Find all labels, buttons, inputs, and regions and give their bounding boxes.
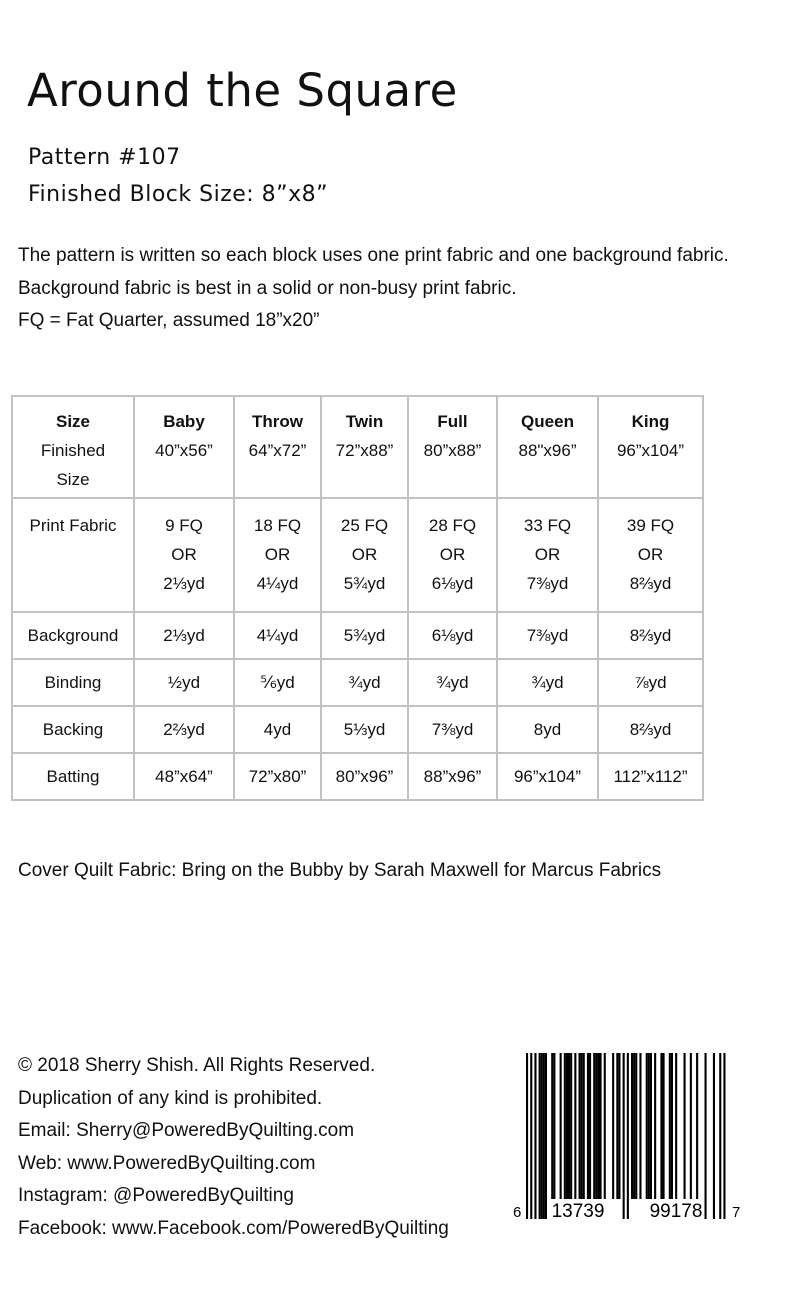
fq-amount: 28 FQ (428, 516, 477, 535)
table-cell: 6⅛yd (408, 612, 497, 659)
intro-line-2: Background fabric is best in a solid or non-busy print fabric. (18, 277, 517, 299)
fq-amount: 33 FQ (523, 516, 572, 535)
barcode-bar (650, 1053, 652, 1199)
size-header-line2: Finished (40, 441, 106, 460)
barcode-bar (539, 1053, 541, 1219)
barcode-bar (581, 1053, 583, 1199)
size-dims: 88"x96” (518, 441, 577, 460)
or-text: OR (264, 545, 291, 564)
row-label: Print Fabric (12, 498, 134, 612)
size-dims: 64”x72” (248, 441, 307, 460)
barcode-bar (635, 1053, 637, 1199)
row-label: Backing (12, 706, 134, 753)
yardage: 7⅜yd (526, 574, 569, 593)
column-header-king (598, 396, 703, 498)
barcode-bar (660, 1053, 662, 1199)
barcode-bar (597, 1053, 599, 1199)
table-cell (598, 498, 703, 612)
table-cell: 2⅓yd (134, 612, 234, 659)
barcode-left-group: 13739 (551, 1201, 605, 1222)
table-cell (134, 498, 234, 612)
intro-text (18, 240, 758, 338)
barcode-bar (568, 1053, 570, 1199)
duplication-notice: Duplication of any kind is prohibited. (18, 1087, 323, 1109)
barcode-bar (675, 1053, 677, 1199)
table-cell: 96”x104” (497, 753, 598, 800)
email-text: Email: Sherry@PoweredByQuilting.com (18, 1120, 355, 1141)
yardage: 4¼yd (256, 574, 299, 593)
size-name: Full (437, 412, 468, 431)
barcode-bar (623, 1053, 625, 1219)
or-text: OR (637, 545, 664, 564)
table-cell (497, 498, 598, 612)
table-cell: ½yd (134, 659, 234, 706)
size-dims: 40”x56” (155, 441, 213, 460)
barcode-bar (560, 1053, 562, 1199)
table-cell: ⅞yd (598, 659, 703, 706)
table-cell (408, 498, 497, 612)
barcode-bar (541, 1053, 543, 1219)
barcode-bar (587, 1053, 589, 1199)
row-label: Binding (12, 659, 134, 706)
table-cell: 7⅜yd (497, 612, 598, 659)
table-cell: 2⅔yd (134, 706, 234, 753)
or-text: OR (351, 545, 378, 564)
barcode-bar (534, 1053, 536, 1219)
barcode-bar (631, 1053, 633, 1199)
barcode-bar (723, 1053, 725, 1219)
size-name: Twin (345, 412, 384, 431)
table-cell: 8⅔yd (598, 612, 703, 659)
yardage: 6⅛yd (431, 574, 474, 593)
barcode-bar (545, 1053, 547, 1219)
table-cell: ⅚yd (234, 659, 321, 706)
barcode-bar (526, 1053, 528, 1219)
column-header-baby (134, 396, 234, 498)
size-dims: 72”x88” (335, 441, 394, 460)
instagram-text: Instagram: @PoweredByQuilting (18, 1185, 294, 1206)
row-label: Background (12, 612, 134, 659)
size-name: Baby (163, 412, 205, 431)
table-cell: 48”x64” (134, 753, 234, 800)
barcode-bar (671, 1053, 673, 1199)
table-cell (234, 498, 321, 612)
table-row-binding (12, 659, 703, 706)
fabric-requirements-table (11, 395, 704, 801)
barcode-bar (646, 1053, 648, 1199)
barcode-bar (719, 1053, 721, 1219)
cover-fabric-note: Cover Quilt Fabric: Bring on the Bubby by Sarah Maxwell for Marcus Fabrics (18, 860, 662, 881)
table-cell: 4yd (234, 706, 321, 753)
size-name: Queen (521, 412, 574, 431)
barcode-bar (696, 1053, 698, 1199)
column-header-throw (234, 396, 321, 498)
table-row-background (12, 612, 703, 659)
intro-line-1: The pattern is written so each block uses one print fabric and one background fabric. (18, 245, 729, 266)
table-cell: 112”x112” (598, 753, 703, 800)
table-row-backing (12, 706, 703, 753)
barcode-lead-digit: 6 (513, 1204, 522, 1221)
fq-amount: 25 FQ (340, 516, 389, 535)
footer-contact (18, 1050, 508, 1245)
table-cell: 88”x96” (408, 753, 497, 800)
table-cell: 80”x96” (321, 753, 408, 800)
or-text: OR (534, 545, 561, 564)
intro-line-3: FQ = Fat Quarter, assumed 18”x20” (18, 310, 320, 331)
barcode-bar (600, 1053, 602, 1199)
or-text: OR (171, 545, 197, 564)
fq-amount: 39 FQ (626, 516, 675, 535)
facebook-text: Facebook: www.Facebook.com/PoweredByQuilting (18, 1217, 449, 1239)
copyright-text: © 2018 Sherry Shish. All Rights Reserved. (18, 1055, 376, 1076)
barcode-bar (633, 1053, 635, 1199)
table-row-batting (12, 753, 703, 800)
barcode-bar (654, 1053, 656, 1199)
size-header-title: Size (55, 412, 91, 431)
barcode-bar (639, 1053, 641, 1199)
barcode-bar (579, 1053, 581, 1199)
barcode-bar (589, 1053, 591, 1199)
barcode-bar (616, 1053, 618, 1199)
block-size: Finished Block Size: 8”x8” (28, 182, 328, 207)
yardage: 2⅓yd (163, 574, 205, 593)
size-header-cell (12, 396, 134, 498)
size-name: King (631, 412, 670, 431)
barcode-bar (574, 1053, 576, 1199)
barcode-bar (705, 1053, 707, 1219)
barcode-bar (583, 1053, 585, 1199)
size-header-line3: Size (56, 470, 90, 489)
web-text: Web: www.PoweredByQuilting.com (18, 1152, 316, 1174)
barcode-bar (618, 1053, 620, 1199)
barcode-bar (713, 1053, 715, 1219)
table-cell: ¾yd (321, 659, 408, 706)
barcode-bar (543, 1053, 545, 1219)
barcode-bar (593, 1053, 595, 1199)
table-cell: 5⅓yd (321, 706, 408, 753)
barcode-bar (627, 1053, 629, 1219)
barcode-bar (551, 1053, 553, 1199)
column-header-twin (321, 396, 408, 498)
barcode-bar (564, 1053, 566, 1199)
barcode-bar (566, 1053, 568, 1199)
pattern-title: Around the Square (27, 64, 458, 117)
size-dims: 80”x88” (423, 441, 482, 460)
barcode-bar (669, 1053, 671, 1199)
barcode-bar (604, 1053, 606, 1199)
barcode-bar (530, 1053, 532, 1219)
row-label: Batting (12, 753, 134, 800)
table-header-row (12, 396, 703, 498)
barcode-bar (570, 1053, 572, 1199)
table-cell: 8⅔yd (598, 706, 703, 753)
fq-amount: 9 FQ (165, 516, 203, 535)
barcode-bar (690, 1053, 692, 1199)
barcode-bar (595, 1053, 597, 1199)
barcode-bar (663, 1053, 665, 1199)
fq-amount: 18 FQ (253, 516, 302, 535)
pattern-number: Pattern #107 (28, 145, 181, 170)
table-cell: 4¼yd (234, 612, 321, 659)
barcode-bar (684, 1053, 686, 1199)
table-cell (321, 498, 408, 612)
table-cell: ¾yd (497, 659, 598, 706)
barcode-right-group: 99178 (649, 1201, 703, 1222)
or-text: OR (439, 545, 466, 564)
table-row-print-fabric (12, 498, 703, 612)
barcode-bar (648, 1053, 650, 1199)
column-header-queen (497, 396, 598, 498)
barcode-bar (612, 1053, 614, 1199)
table-cell: 72”x80” (234, 753, 321, 800)
column-header-full (408, 396, 497, 498)
upc-barcode (510, 1053, 742, 1223)
barcode-bar (553, 1053, 555, 1199)
size-dims: 96”x104” (616, 441, 685, 460)
table-cell: 8yd (497, 706, 598, 753)
table-cell: 7⅜yd (408, 706, 497, 753)
yardage: 8⅔yd (629, 574, 672, 593)
size-name: Throw (252, 412, 303, 431)
barcode-bars (526, 1053, 726, 1219)
table-cell: 5¾yd (321, 612, 408, 659)
yardage: 5¾yd (343, 574, 386, 593)
table-cell: ¾yd (408, 659, 497, 706)
barcode-check-digit: 7 (732, 1204, 741, 1221)
